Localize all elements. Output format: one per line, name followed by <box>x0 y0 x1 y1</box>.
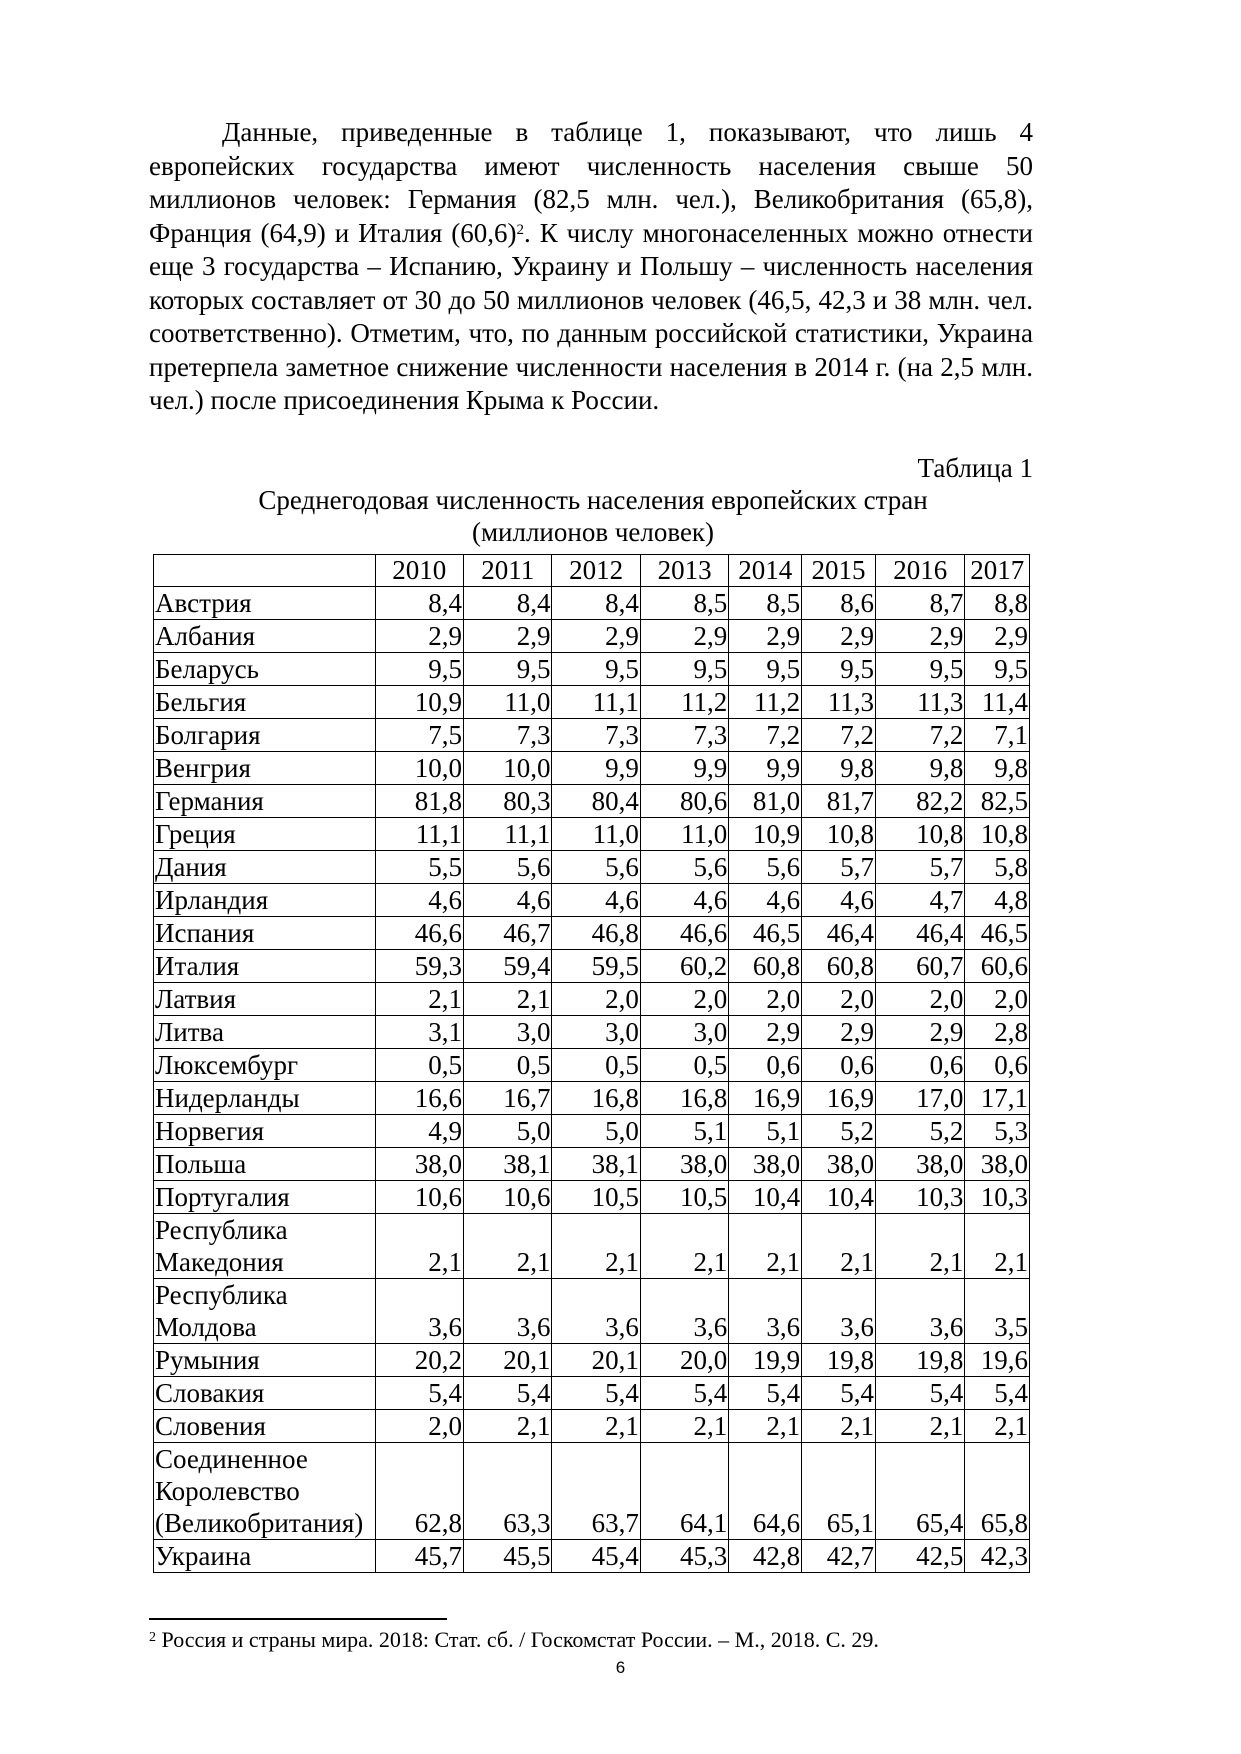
value-cell: 9,9 <box>640 752 728 785</box>
value-cell: 2,1 <box>552 1410 640 1443</box>
value-cell: 46,5 <box>729 917 802 950</box>
value-cell: 10,0 <box>375 752 463 785</box>
country-cell: Нидерланды <box>154 1082 376 1115</box>
value-cell: 42,3 <box>965 1540 1030 1573</box>
country-cell: Италия <box>154 950 376 983</box>
value-cell: 11,2 <box>640 686 728 719</box>
value-cell: 2,1 <box>965 1410 1030 1443</box>
value-cell: 5,2 <box>802 1115 876 1148</box>
country-cell: Испания <box>154 917 376 950</box>
value-cell: 10,4 <box>729 1181 802 1214</box>
value-cell: 5,4 <box>875 1377 964 1410</box>
value-cell: 0,5 <box>552 1049 640 1082</box>
country-cell: Республика Молдова <box>154 1279 376 1344</box>
value-cell: 9,5 <box>375 653 463 686</box>
value-cell: 2,1 <box>729 1410 802 1443</box>
value-cell: 10,9 <box>375 686 463 719</box>
country-cell: Румыния <box>154 1344 376 1377</box>
value-cell: 81,8 <box>375 785 463 818</box>
population-table <box>153 554 1030 1573</box>
value-cell: 0,5 <box>375 1049 463 1082</box>
value-cell: 2,9 <box>729 620 802 653</box>
value-cell: 46,4 <box>802 917 876 950</box>
value-cell: 11,0 <box>464 686 552 719</box>
table-row <box>154 1344 1030 1377</box>
value-cell: 46,4 <box>875 917 964 950</box>
value-cell: 9,9 <box>552 752 640 785</box>
value-cell: 3,0 <box>464 1016 552 1049</box>
value-cell: 2,0 <box>375 1410 463 1443</box>
value-cell: 7,2 <box>729 719 802 752</box>
value-cell: 3,5 <box>965 1279 1030 1344</box>
value-cell: 5,7 <box>802 851 876 884</box>
footnote <box>149 1626 879 1654</box>
table-row <box>154 785 1030 818</box>
table-row <box>154 653 1030 686</box>
value-cell: 3,6 <box>552 1279 640 1344</box>
value-cell: 5,5 <box>375 851 463 884</box>
value-cell: 4,6 <box>552 884 640 917</box>
value-cell: 38,0 <box>965 1148 1030 1181</box>
value-cell: 10,5 <box>640 1181 728 1214</box>
table-row <box>154 1443 1030 1540</box>
value-cell: 5,6 <box>640 851 728 884</box>
value-cell: 38,0 <box>729 1148 802 1181</box>
country-cell: Словения <box>154 1410 376 1443</box>
value-cell: 5,0 <box>464 1115 552 1148</box>
value-cell: 3,6 <box>729 1279 802 1344</box>
value-cell: 5,1 <box>640 1115 728 1148</box>
value-cell: 8,6 <box>802 587 876 620</box>
header-year: 2014 <box>729 555 802 587</box>
header-country <box>154 555 376 587</box>
value-cell: 19,6 <box>965 1344 1030 1377</box>
value-cell: 10,3 <box>875 1181 964 1214</box>
value-cell: 11,4 <box>965 686 1030 719</box>
value-cell: 2,1 <box>552 1214 640 1279</box>
country-cell: Дания <box>154 851 376 884</box>
value-cell: 5,0 <box>552 1115 640 1148</box>
value-cell: 3,6 <box>375 1279 463 1344</box>
value-cell: 2,1 <box>464 1214 552 1279</box>
table-row <box>154 1181 1030 1214</box>
value-cell: 0,6 <box>965 1049 1030 1082</box>
value-cell: 2,0 <box>875 983 964 1016</box>
value-cell: 19,8 <box>875 1344 964 1377</box>
value-cell: 2,0 <box>552 983 640 1016</box>
value-cell: 10,6 <box>464 1181 552 1214</box>
value-cell: 10,8 <box>875 818 964 851</box>
table-row <box>154 1540 1030 1573</box>
value-cell: 20,1 <box>464 1344 552 1377</box>
value-cell: 10,9 <box>729 818 802 851</box>
body-paragraph <box>149 116 1033 418</box>
value-cell: 62,8 <box>375 1443 463 1540</box>
table-row <box>154 587 1030 620</box>
value-cell: 9,8 <box>802 752 876 785</box>
value-cell: 2,9 <box>552 620 640 653</box>
value-cell: 9,5 <box>640 653 728 686</box>
value-cell: 38,1 <box>464 1148 552 1181</box>
value-cell: 9,5 <box>464 653 552 686</box>
value-cell: 5,6 <box>729 851 802 884</box>
value-cell: 80,6 <box>640 785 728 818</box>
value-cell: 3,0 <box>552 1016 640 1049</box>
value-cell: 17,1 <box>965 1082 1030 1115</box>
value-cell: 3,0 <box>640 1016 728 1049</box>
value-cell: 5,2 <box>875 1115 964 1148</box>
value-cell: 8,5 <box>640 587 728 620</box>
value-cell: 4,9 <box>375 1115 463 1148</box>
footnote-mark: 2 <box>149 1630 156 1645</box>
value-cell: 65,4 <box>875 1443 964 1540</box>
value-cell: 16,8 <box>640 1082 728 1115</box>
value-cell: 4,7 <box>875 884 964 917</box>
value-cell: 46,8 <box>552 917 640 950</box>
table-row <box>154 1279 1030 1344</box>
value-cell: 9,5 <box>875 653 964 686</box>
header-year: 2012 <box>552 555 640 587</box>
table-body <box>154 587 1030 1573</box>
value-cell: 5,1 <box>729 1115 802 1148</box>
value-cell: 11,0 <box>640 818 728 851</box>
paragraph-text-part2: . К числу многонаселенных можно отнести еще 3 государства – Испанию, Украину и Польшу – численность населения которых составляет от 30 до 50 миллионов человек (46,5, 42,3 и 38 млн. чел. соответственно). Отметим, что, по данным российской статистики, Украина претерпела заметное снижение численности населения в 2014 г. (на 2,5 млн. чел.) после присоединения Крыма к России. <box>149 217 1033 415</box>
table-title: Среднегодовая численность населения европейских стран <box>258 485 928 515</box>
value-cell: 5,6 <box>464 851 552 884</box>
value-cell: 16,9 <box>802 1082 876 1115</box>
table-row <box>154 851 1030 884</box>
header-year: 2011 <box>464 555 552 587</box>
value-cell: 0,6 <box>875 1049 964 1082</box>
value-cell: 82,2 <box>875 785 964 818</box>
value-cell: 45,5 <box>464 1540 552 1573</box>
country-cell: Республика Македония <box>154 1214 376 1279</box>
value-cell: 2,9 <box>875 1016 964 1049</box>
value-cell: 7,5 <box>375 719 463 752</box>
table-row <box>154 884 1030 917</box>
value-cell: 19,8 <box>802 1344 876 1377</box>
value-cell: 2,1 <box>802 1214 876 1279</box>
value-cell: 60,8 <box>729 950 802 983</box>
value-cell: 5,4 <box>375 1377 463 1410</box>
value-cell: 60,2 <box>640 950 728 983</box>
value-cell: 5,4 <box>552 1377 640 1410</box>
value-cell: 3,1 <box>375 1016 463 1049</box>
value-cell: 16,6 <box>375 1082 463 1115</box>
value-cell: 38,1 <box>552 1148 640 1181</box>
header-year: 2017 <box>965 555 1030 587</box>
country-cell: Ирландия <box>154 884 376 917</box>
value-cell: 2,1 <box>875 1214 964 1279</box>
paragraph-text-part1: Данные, приведенные в таблице 1, показывают, что лишь 4 европейских государства имеют численность населения свыше 50 миллионов человек: Германия (82,5 млн. чел.), Великобритания (65,8), Франция (64,9) и Италия (60,6) <box>149 117 1033 248</box>
table-header-row <box>154 555 1030 587</box>
value-cell: 64,6 <box>729 1443 802 1540</box>
country-cell: Беларусь <box>154 653 376 686</box>
footnote-divider <box>149 1618 447 1620</box>
value-cell: 38,0 <box>640 1148 728 1181</box>
country-cell: Латвия <box>154 983 376 1016</box>
value-cell: 42,7 <box>802 1540 876 1573</box>
country-cell: Болгария <box>154 719 376 752</box>
value-cell: 2,1 <box>375 983 463 1016</box>
value-cell: 8,4 <box>464 587 552 620</box>
value-cell: 5,4 <box>802 1377 876 1410</box>
value-cell: 3,6 <box>464 1279 552 1344</box>
value-cell: 81,0 <box>729 785 802 818</box>
value-cell: 2,0 <box>802 983 876 1016</box>
value-cell: 2,1 <box>640 1410 728 1443</box>
value-cell: 10,4 <box>802 1181 876 1214</box>
value-cell: 2,1 <box>464 983 552 1016</box>
country-cell: Украина <box>154 1540 376 1573</box>
table-row <box>154 1214 1030 1279</box>
header-year: 2013 <box>640 555 728 587</box>
value-cell: 0,5 <box>640 1049 728 1082</box>
value-cell: 19,9 <box>729 1344 802 1377</box>
value-cell: 2,1 <box>375 1214 463 1279</box>
value-cell: 4,6 <box>802 884 876 917</box>
value-cell: 2,0 <box>729 983 802 1016</box>
value-cell: 2,9 <box>464 620 552 653</box>
value-cell: 2,1 <box>640 1214 728 1279</box>
value-cell: 8,4 <box>552 587 640 620</box>
value-cell: 42,8 <box>729 1540 802 1573</box>
value-cell: 4,6 <box>464 884 552 917</box>
country-cell: Словакия <box>154 1377 376 1410</box>
value-cell: 11,1 <box>464 818 552 851</box>
value-cell: 11,3 <box>802 686 876 719</box>
country-cell: Литва <box>154 1016 376 1049</box>
value-cell: 4,8 <box>965 884 1030 917</box>
value-cell: 59,3 <box>375 950 463 983</box>
value-cell: 60,8 <box>802 950 876 983</box>
value-cell: 4,6 <box>640 884 728 917</box>
value-cell: 11,0 <box>552 818 640 851</box>
value-cell: 20,0 <box>640 1344 728 1377</box>
value-cell: 5,8 <box>965 851 1030 884</box>
value-cell: 80,4 <box>552 785 640 818</box>
value-cell: 63,7 <box>552 1443 640 1540</box>
value-cell: 20,2 <box>375 1344 463 1377</box>
value-cell: 9,9 <box>729 752 802 785</box>
table-row <box>154 983 1030 1016</box>
value-cell: 2,9 <box>965 620 1030 653</box>
value-cell: 38,0 <box>875 1148 964 1181</box>
value-cell: 45,4 <box>552 1540 640 1573</box>
value-cell: 7,2 <box>802 719 876 752</box>
value-cell: 2,0 <box>965 983 1030 1016</box>
country-cell: Албания <box>154 620 376 653</box>
table-row <box>154 1410 1030 1443</box>
value-cell: 2,9 <box>375 620 463 653</box>
header-year: 2010 <box>375 555 463 587</box>
country-cell: Австрия <box>154 587 376 620</box>
header-year: 2015 <box>802 555 876 587</box>
table-row <box>154 1049 1030 1082</box>
value-cell: 2,9 <box>802 1016 876 1049</box>
value-cell: 10,6 <box>375 1181 463 1214</box>
page-number: 6 <box>615 1658 626 1677</box>
value-cell: 59,4 <box>464 950 552 983</box>
value-cell: 3,6 <box>802 1279 876 1344</box>
value-cell: 5,7 <box>875 851 964 884</box>
table-row <box>154 620 1030 653</box>
value-cell: 16,8 <box>552 1082 640 1115</box>
value-cell: 45,3 <box>640 1540 728 1573</box>
value-cell: 64,1 <box>640 1443 728 1540</box>
table-row <box>154 1082 1030 1115</box>
country-cell: Германия <box>154 785 376 818</box>
value-cell: 8,5 <box>729 587 802 620</box>
value-cell: 9,5 <box>552 653 640 686</box>
country-cell: Венгрия <box>154 752 376 785</box>
value-cell: 16,9 <box>729 1082 802 1115</box>
value-cell: 5,4 <box>640 1377 728 1410</box>
country-cell: Норвегия <box>154 1115 376 1148</box>
value-cell: 10,8 <box>965 818 1030 851</box>
table-row <box>154 818 1030 851</box>
country-cell: Польша <box>154 1148 376 1181</box>
value-cell: 2,9 <box>729 1016 802 1049</box>
value-cell: 0,6 <box>729 1049 802 1082</box>
value-cell: 8,4 <box>375 587 463 620</box>
value-cell: 10,3 <box>965 1181 1030 1214</box>
value-cell: 9,8 <box>875 752 964 785</box>
value-cell: 17,0 <box>875 1082 964 1115</box>
value-cell: 65,1 <box>802 1443 876 1540</box>
value-cell: 11,2 <box>729 686 802 719</box>
value-cell: 46,7 <box>464 917 552 950</box>
table-row <box>154 719 1030 752</box>
value-cell: 9,8 <box>965 752 1030 785</box>
value-cell: 2,0 <box>640 983 728 1016</box>
value-cell: 38,0 <box>802 1148 876 1181</box>
country-cell: Португалия <box>154 1181 376 1214</box>
value-cell: 5,4 <box>729 1377 802 1410</box>
value-cell: 0,6 <box>802 1049 876 1082</box>
value-cell: 59,5 <box>552 950 640 983</box>
value-cell: 3,6 <box>640 1279 728 1344</box>
value-cell: 11,3 <box>875 686 964 719</box>
value-cell: 11,1 <box>552 686 640 719</box>
value-cell: 42,5 <box>875 1540 964 1573</box>
table-row <box>154 1016 1030 1049</box>
value-cell: 3,6 <box>875 1279 964 1344</box>
value-cell: 45,7 <box>375 1540 463 1573</box>
value-cell: 5,4 <box>965 1377 1030 1410</box>
country-cell: Греция <box>154 818 376 851</box>
table-label: Таблица 1 <box>917 453 1033 483</box>
footnote-text: Россия и страны мира. 2018: Стат. сб. / Госкомстат России. – М., 2018. С. 29. <box>156 1627 879 1652</box>
table-row <box>154 1115 1030 1148</box>
value-cell: 0,5 <box>464 1049 552 1082</box>
value-cell: 8,7 <box>875 587 964 620</box>
value-cell: 5,4 <box>464 1377 552 1410</box>
country-cell: Люксембург <box>154 1049 376 1082</box>
table-row <box>154 1148 1030 1181</box>
footnote-reference[interactable]: 2 <box>516 221 525 238</box>
value-cell: 60,7 <box>875 950 964 983</box>
value-cell: 2,1 <box>729 1214 802 1279</box>
value-cell: 20,1 <box>552 1344 640 1377</box>
value-cell: 11,1 <box>375 818 463 851</box>
value-cell: 46,6 <box>640 917 728 950</box>
value-cell: 7,3 <box>640 719 728 752</box>
value-cell: 5,6 <box>552 851 640 884</box>
value-cell: 8,8 <box>965 587 1030 620</box>
value-cell: 10,0 <box>464 752 552 785</box>
table-subtitle: (миллионов человек) <box>471 517 715 547</box>
value-cell: 10,8 <box>802 818 876 851</box>
value-cell: 63,3 <box>464 1443 552 1540</box>
value-cell: 2,1 <box>464 1410 552 1443</box>
value-cell: 60,6 <box>965 950 1030 983</box>
value-cell: 9,5 <box>965 653 1030 686</box>
value-cell: 5,3 <box>965 1115 1030 1148</box>
table-row <box>154 1377 1030 1410</box>
value-cell: 82,5 <box>965 785 1030 818</box>
value-cell: 2,1 <box>965 1214 1030 1279</box>
value-cell: 9,5 <box>802 653 876 686</box>
value-cell: 2,9 <box>802 620 876 653</box>
value-cell: 65,8 <box>965 1443 1030 1540</box>
value-cell: 46,6 <box>375 917 463 950</box>
table-row <box>154 950 1030 983</box>
value-cell: 7,3 <box>552 719 640 752</box>
value-cell: 38,0 <box>375 1148 463 1181</box>
table-row <box>154 686 1030 719</box>
value-cell: 2,9 <box>640 620 728 653</box>
table-row <box>154 752 1030 785</box>
country-cell: Соединенное Королевство (Великобритания) <box>154 1443 376 1540</box>
value-cell: 2,8 <box>965 1016 1030 1049</box>
value-cell: 46,5 <box>965 917 1030 950</box>
value-cell: 2,1 <box>802 1410 876 1443</box>
value-cell: 4,6 <box>375 884 463 917</box>
country-cell: Бельгия <box>154 686 376 719</box>
value-cell: 16,7 <box>464 1082 552 1115</box>
value-cell: 81,7 <box>802 785 876 818</box>
header-year: 2016 <box>875 555 964 587</box>
value-cell: 7,3 <box>464 719 552 752</box>
table-row <box>154 917 1030 950</box>
value-cell: 80,3 <box>464 785 552 818</box>
value-cell: 7,2 <box>875 719 964 752</box>
value-cell: 7,1 <box>965 719 1030 752</box>
value-cell: 2,1 <box>875 1410 964 1443</box>
value-cell: 9,5 <box>729 653 802 686</box>
value-cell: 10,5 <box>552 1181 640 1214</box>
value-cell: 2,9 <box>875 620 964 653</box>
value-cell: 4,6 <box>729 884 802 917</box>
